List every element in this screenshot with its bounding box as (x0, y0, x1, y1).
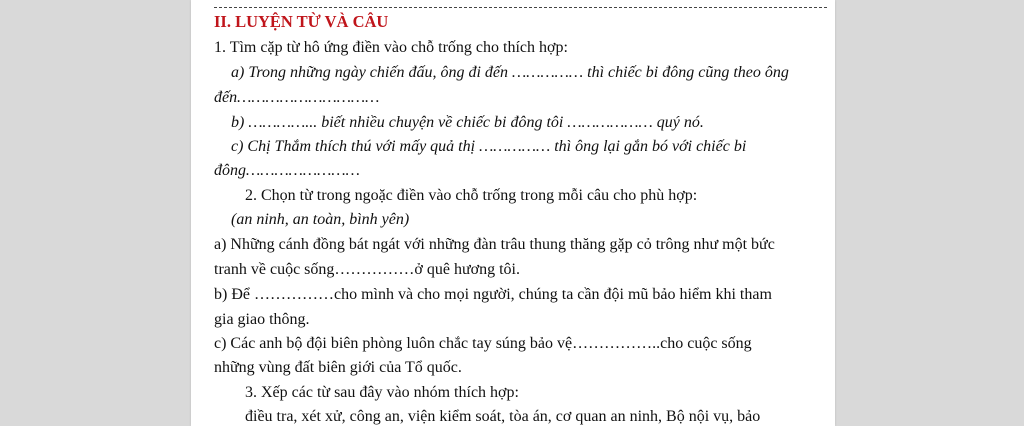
q1-a-line1: a) Trong những ngày chiến đấu, ông đi đến …………… thì chiếc bi đông cũng theo ông (231, 64, 789, 81)
q1-b-line: b) …………... biết nhiều chuyện về chiếc bi đông tôi ……………… quý nó. (231, 114, 704, 131)
document-page (191, 0, 835, 426)
q2-a-line1: a) Những cánh đồng bát ngát với những đàn trâu thung thăng gặp cỏ trông như một bức (214, 236, 775, 253)
q2-b-line2: gia giao thông. (214, 311, 310, 328)
q1-c-line2: đông…………………… (214, 162, 360, 179)
q1-c-line1: c) Chị Thắm thích thú với mấy quả thị …………… thì ông lại gắn bó với chiếc bi (231, 138, 747, 155)
q2-c-line2: những vùng đất biên giới của Tổ quốc. (214, 359, 462, 376)
q1-title: 1. Tìm cặp từ hô ứng điền vào chỗ trống cho thích hợp: (214, 39, 568, 56)
section-heading: II. LUYỆN TỪ VÀ CÂU (214, 12, 389, 31)
top-divider (214, 7, 827, 8)
q1-a-line2: đến………………………… (214, 89, 380, 106)
q2-a-line2: tranh về cuộc sống……………ở quê hương tôi. (214, 261, 520, 278)
q2-b-line1: b) Để ……………cho mình và cho mọi người, chúng ta cần đội mũ bảo hiểm khi tham (214, 286, 772, 303)
q2-options: (an ninh, an toàn, bình yên) (231, 211, 410, 228)
q2-c-line1: c) Các anh bộ đội biên phòng luôn chắc tay súng bảo vệ……………..cho cuộc sống (214, 335, 752, 352)
q3-words-line1: điều tra, xét xử, công an, viện kiểm soát, tòa án, cơ quan an ninh, Bộ nội vụ, bảo (245, 408, 761, 425)
q3-title: 3. Xếp các từ sau đây vào nhóm thích hợp: (245, 384, 519, 401)
q2-title: 2. Chọn từ trong ngoặc điền vào chỗ trống trong mỗi câu cho phù hợp: (245, 187, 698, 204)
